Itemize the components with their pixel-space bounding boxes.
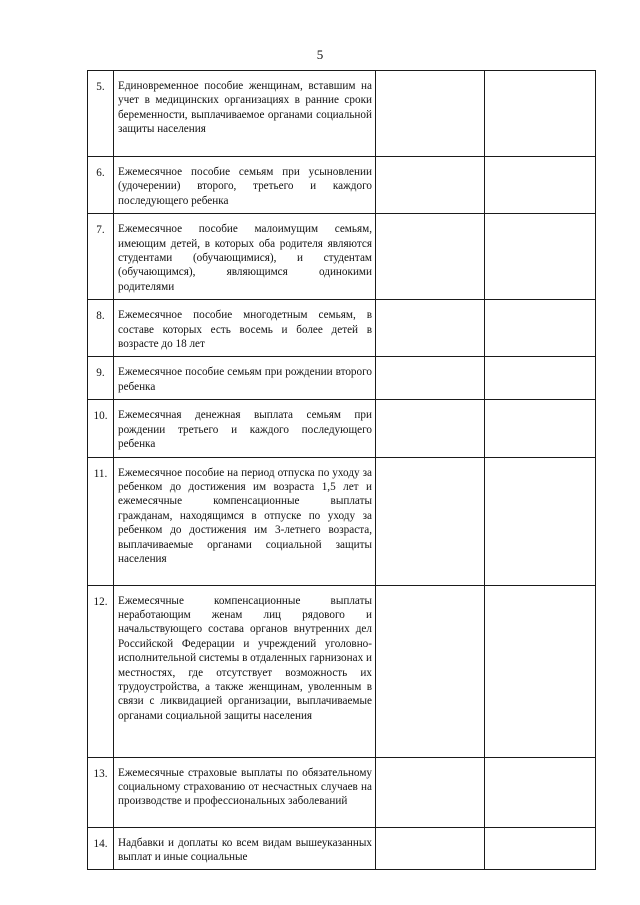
row-number: 14. — [88, 827, 114, 870]
row-description: Ежемесячные компенсационные выплаты неработающим женам лиц рядового и начальствующего состава органов внутренних дел Российской Федерации и учреждений уголовно-исполнительной системы в отдаленных гарнизонах и местностях, где отсутствует возможность их трудоустройства, а также женщинам, уволенным в связи с ликвидацией организации, выплачиваемые органами социальной защиты населения — [114, 585, 376, 757]
row-number: 12. — [88, 585, 114, 757]
empty-cell — [485, 214, 596, 300]
empty-cell — [376, 214, 485, 300]
empty-cell — [485, 71, 596, 157]
row-description: Ежемесячное пособие на период отпуска по уходу за ребенком до достижения им возраста 1,5 лет и ежемесячные компенсационные выплаты гражданам, находящимся в отпуске по уходу за ребенком до достижения им 3-летнего возраста, выплачиваемые органами социальной защиты населения — [114, 457, 376, 585]
empty-cell — [376, 827, 485, 870]
table-row — [88, 400, 596, 457]
row-number: 5. — [88, 71, 114, 157]
empty-cell — [376, 300, 485, 357]
row-description: Надбавки и доплаты ко всем видам вышеуказанных выплат и иные социальные — [114, 827, 376, 870]
empty-cell — [376, 457, 485, 585]
table-row — [88, 71, 596, 157]
empty-cell — [485, 300, 596, 357]
row-number: 7. — [88, 214, 114, 300]
row-description: Единовременное пособие женщинам, вставшим на учет в медицинских организациях в ранние сроки беременности, выплачиваемое органами социальной защиты населения — [114, 71, 376, 157]
empty-cell — [485, 757, 596, 827]
table-row — [88, 157, 596, 214]
row-description: Ежемесячное пособие многодетным семьям, в составе которых есть восемь и более детей в возрасте до 18 лет — [114, 300, 376, 357]
empty-cell — [485, 357, 596, 400]
row-description: Ежемесячное пособие семьям при рождении второго ребенка — [114, 357, 376, 400]
empty-cell — [485, 585, 596, 757]
row-number: 8. — [88, 300, 114, 357]
table-row — [88, 585, 596, 757]
empty-cell — [485, 400, 596, 457]
table-row — [88, 214, 596, 300]
empty-cell — [376, 757, 485, 827]
row-description: Ежемесячное пособие малоимущим семьям, имеющим детей, в которых оба родителя являются студентами (обучающимися), и студентам (обучающимся), являющимся одинокими родителями — [114, 214, 376, 300]
table-row — [88, 300, 596, 357]
table-row — [88, 757, 596, 827]
row-number: 11. — [88, 457, 114, 585]
row-description: Ежемесячная денежная выплата семьям при рождении третьего и каждого последующего ребенка — [114, 400, 376, 457]
page-number: 5 — [316, 47, 324, 62]
row-number: 9. — [88, 357, 114, 400]
empty-cell — [376, 585, 485, 757]
empty-cell — [376, 71, 485, 157]
row-description: Ежемесячные страховые выплаты по обязательному социальному страхованию от несчастных случаев на производстве и профессиональных заболеваний — [114, 757, 376, 827]
row-number: 6. — [88, 157, 114, 214]
empty-cell — [485, 827, 596, 870]
benefits-table — [87, 70, 596, 870]
empty-cell — [485, 457, 596, 585]
row-number: 13. — [88, 757, 114, 827]
table-row — [88, 827, 596, 870]
empty-cell — [485, 157, 596, 214]
row-description: Ежемесячное пособие семьям при усыновлении (удочерении) второго, третьего и каждого последующего ребенка — [114, 157, 376, 214]
row-number: 10. — [88, 400, 114, 457]
table-row — [88, 357, 596, 400]
empty-cell — [376, 400, 485, 457]
empty-cell — [376, 357, 485, 400]
empty-cell — [376, 157, 485, 214]
table-row — [88, 457, 596, 585]
